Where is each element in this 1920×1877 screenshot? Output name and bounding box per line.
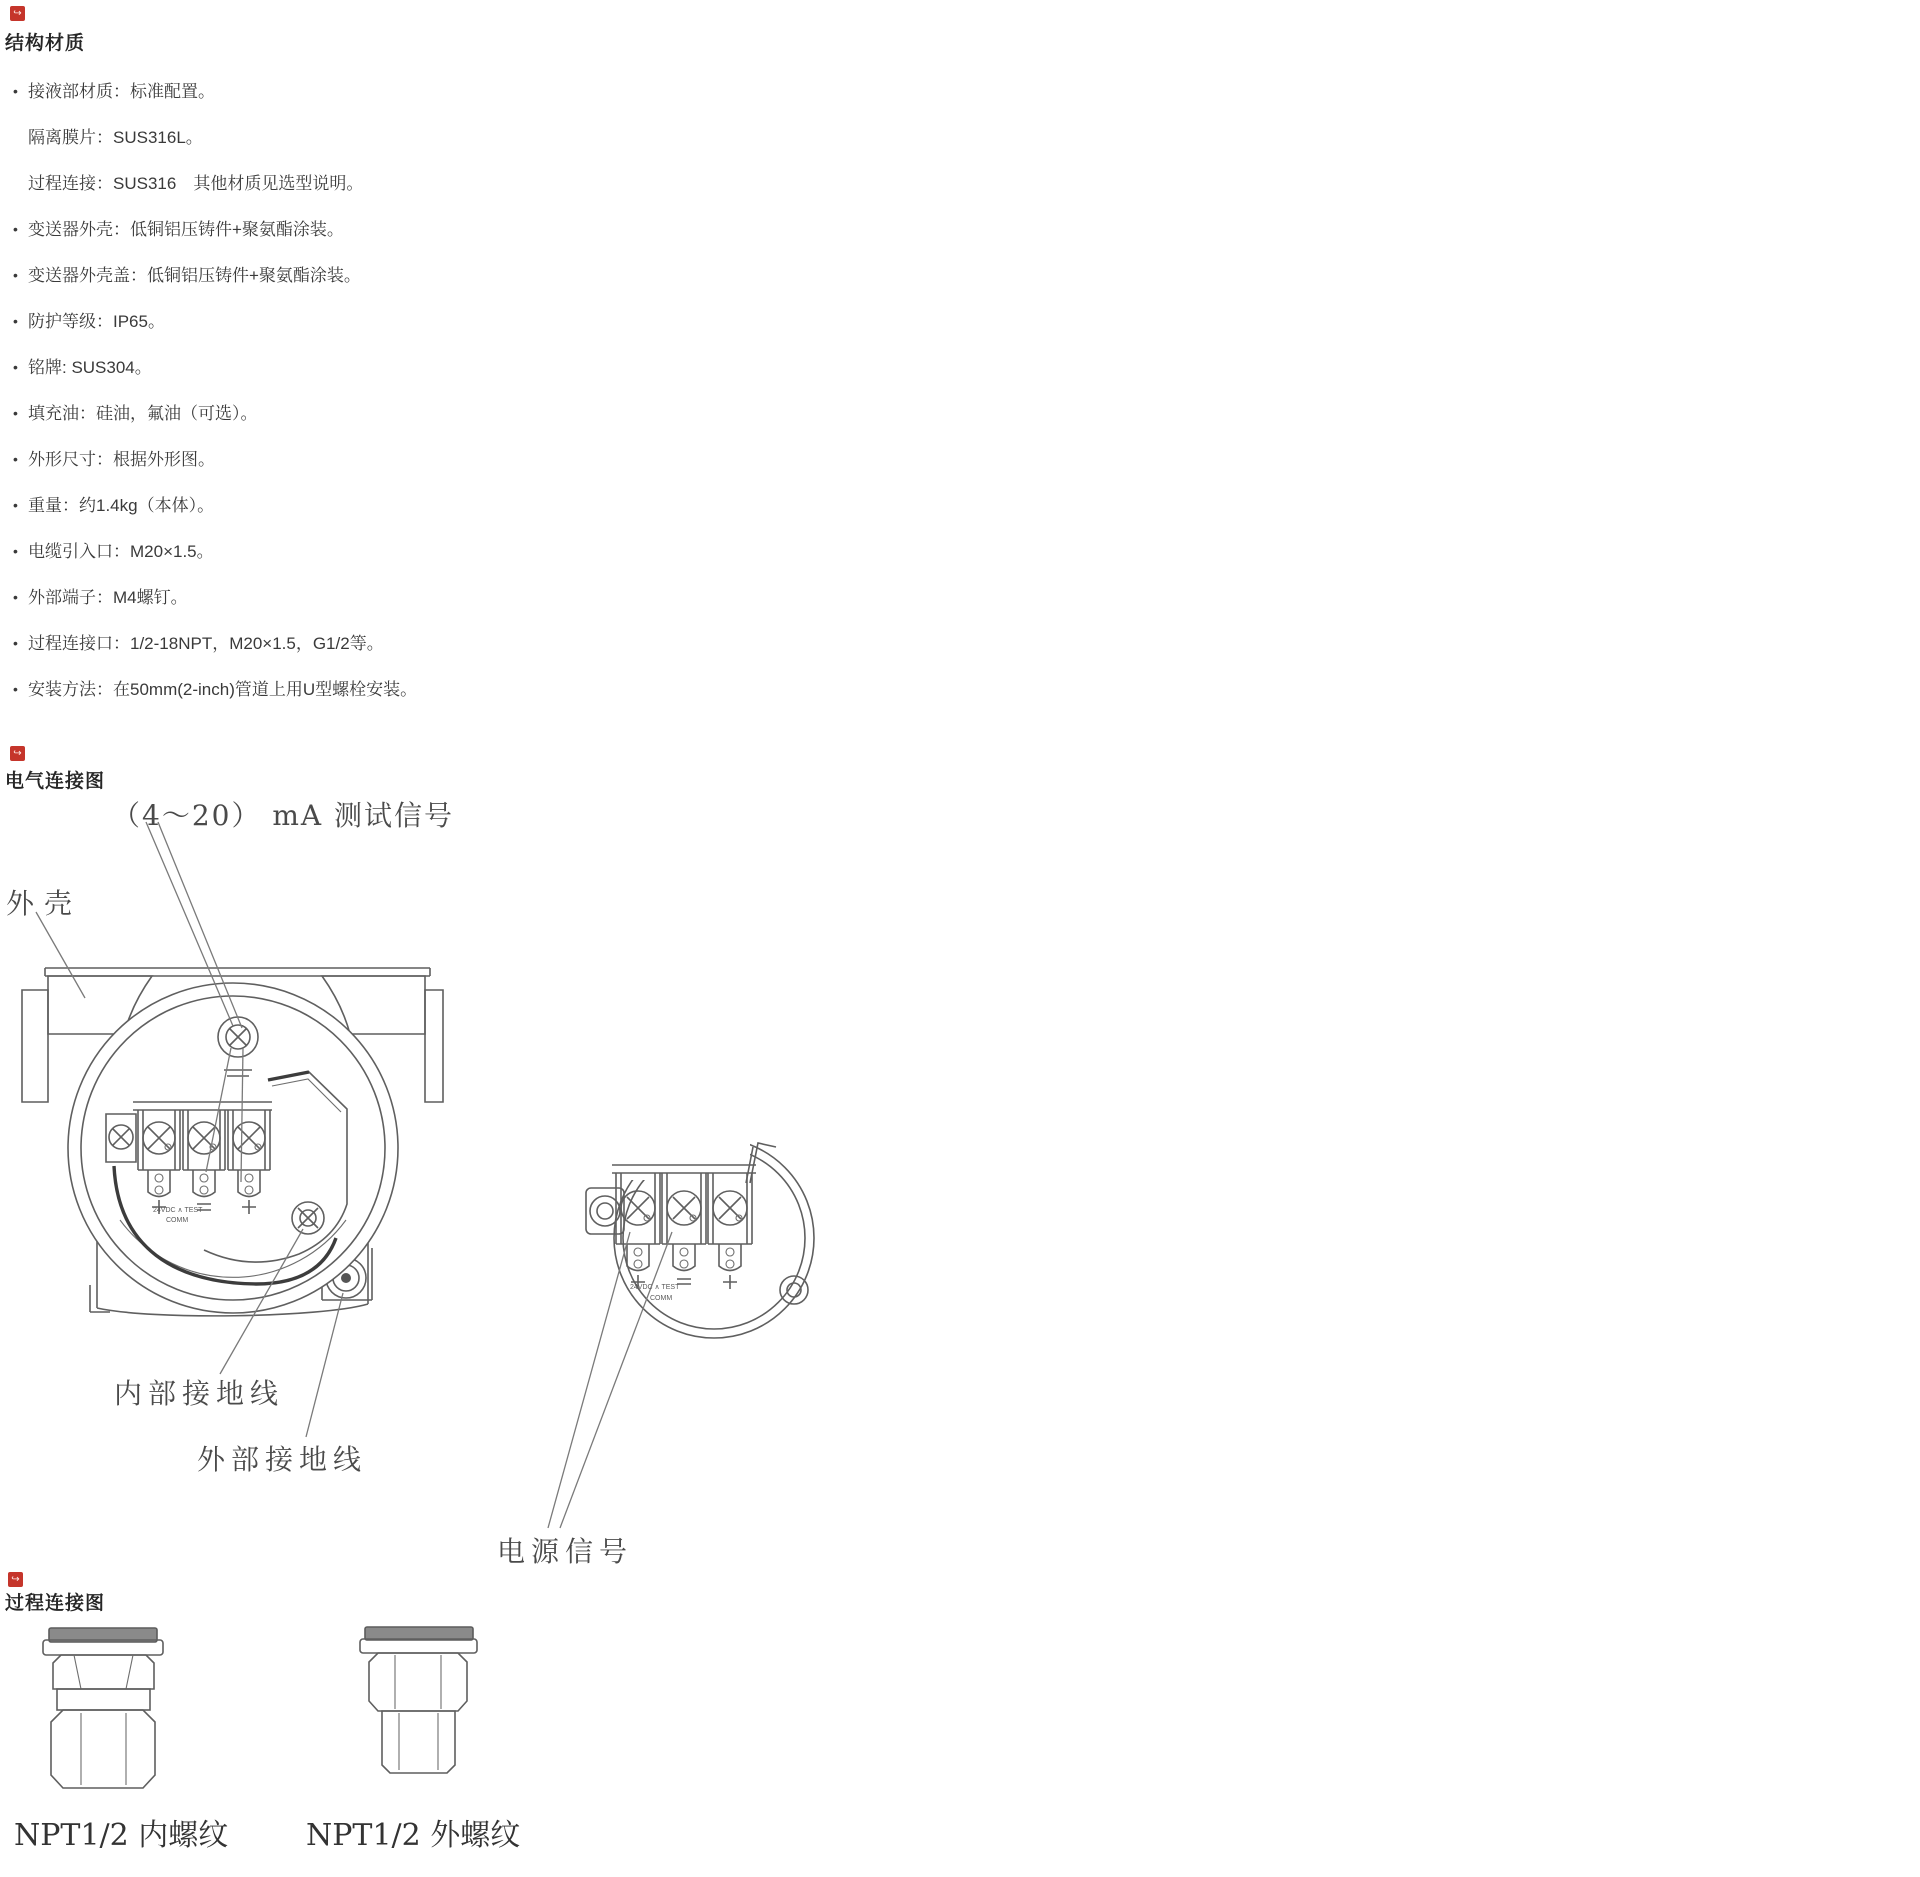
bullet: •: [13, 313, 18, 329]
section-anchor-icon: ↪: [10, 6, 25, 21]
materials-section-title: 结构材质: [5, 33, 86, 54]
list-item: • 填充油：硅油，氟油（可选）。: [28, 400, 668, 427]
terminal-marking-text: COMM: [650, 1295, 673, 1302]
process-section-title: 过程连接图: [5, 1593, 106, 1614]
bullet: •: [13, 589, 18, 605]
terminal-marking-text: 24VDC ∧ TEST: [630, 1284, 680, 1291]
electrical-diagram-drawing: [0, 780, 900, 1600]
bullet: •: [13, 543, 18, 559]
bullet: •: [13, 405, 18, 421]
bullet: •: [13, 359, 18, 375]
list-item: 隔离膜片：SUS316L。: [28, 128, 203, 147]
terminal-marking-text: COMM: [166, 1217, 189, 1224]
list-item: • 变送器外壳盖：低铜铝压铸件+聚氨酯涂装。: [28, 262, 668, 289]
bullet: •: [13, 221, 18, 237]
list-item: • 安装方法：在50mm(2-inch)管道上用U型螺栓安装。: [28, 676, 668, 703]
power-signal-label: 电源信号: [497, 1535, 634, 1568]
list-item: • 过程连接口：1/2-18NPT，M20×1.5，G1/2等。: [28, 630, 668, 657]
test-signal-label: （4～20） mA 测试信号: [112, 799, 455, 832]
list-item: 过程连接：SUS316 其他材质见选型说明。: [28, 174, 364, 193]
bullet: •: [13, 451, 18, 467]
terminal-marking-text: 24VDC ∧ TEST: [153, 1207, 203, 1214]
bullet: •: [13, 497, 18, 513]
bullet: •: [13, 267, 18, 283]
bullet: •: [13, 635, 18, 651]
housing-label: 外壳: [6, 887, 83, 920]
npt-female-label: NPT1/2 内螺纹: [14, 1818, 229, 1853]
list-item: • 重量：约1.4kg（本体）。: [28, 492, 668, 519]
electrical-section-title: 电气连接图: [5, 771, 106, 792]
materials-list: [13, 78, 668, 722]
list-item: • 接液部材质：标准配置。: [28, 78, 668, 105]
section-anchor-icon: ↪: [8, 1572, 23, 1587]
bullet: •: [13, 83, 18, 99]
npt-male-label: NPT1/2 外螺纹: [306, 1818, 521, 1853]
section-anchor-icon: ↪: [10, 746, 25, 761]
list-item: • 外部端子：M4螺钉。: [28, 584, 668, 611]
bullet: •: [13, 681, 18, 697]
list-item: • 电缆引入口：M20×1.5。: [28, 538, 668, 565]
internal-ground-label: 内部接地线: [114, 1377, 285, 1410]
list-item: • 外形尺寸：根据外形图。: [28, 446, 668, 473]
list-item: • 变送器外壳：低铜铝压铸件+聚氨酯涂装。: [28, 216, 668, 243]
list-item: • 铭牌: SUS304。: [28, 354, 668, 381]
list-item: • 防护等级：IP65。: [28, 308, 668, 335]
external-ground-label: 外部接地线: [197, 1443, 368, 1476]
